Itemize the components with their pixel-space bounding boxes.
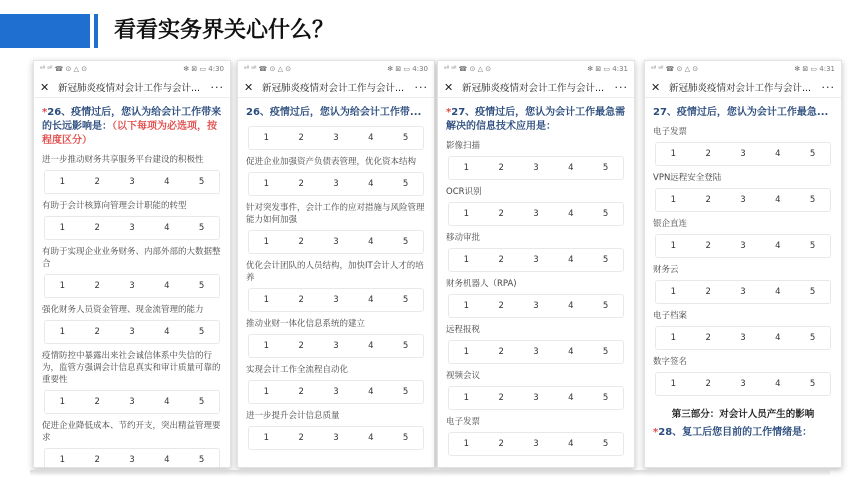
rating-option[interactable]: 1: [59, 223, 66, 233]
bottom-shadow: [30, 470, 830, 476]
status-time: ✻ ⊠ ▭ 4:31: [794, 65, 835, 73]
rating-option[interactable]: 3: [333, 295, 339, 305]
rating-option[interactable]: 3: [129, 397, 135, 407]
rating-option[interactable]: 3: [129, 281, 135, 291]
rating-option[interactable]: 3: [533, 255, 539, 265]
rating-option[interactable]: 3: [533, 209, 539, 219]
rating-option[interactable]: 4: [164, 455, 170, 465]
phone-screenshot-3: [437, 60, 635, 468]
rating-option[interactable]: 4: [164, 223, 170, 233]
rating-scale[interactable]: [44, 216, 220, 240]
rating-option[interactable]: 1: [670, 333, 677, 343]
rating-option[interactable]: 2: [498, 301, 504, 311]
rating-option[interactable]: 3: [333, 341, 339, 351]
survey-item-label: 促进企业加强资产负债表管理，优化资本结构: [246, 157, 417, 167]
rating-option[interactable]: 1: [463, 255, 470, 265]
question-27: [446, 106, 626, 134]
rating-option[interactable]: 1: [263, 179, 270, 189]
rating-option[interactable]: 4: [775, 287, 781, 297]
rating-scale[interactable]: [44, 320, 220, 344]
rating-option[interactable]: 1: [263, 433, 270, 443]
rating-option[interactable]: 4: [368, 295, 374, 305]
required-marker: *: [42, 107, 48, 118]
rating-option[interactable]: 4: [775, 333, 781, 343]
close-icon[interactable]: ✕: [40, 80, 50, 94]
rating-option[interactable]: 5: [198, 455, 205, 465]
rating-option[interactable]: 5: [602, 209, 609, 219]
rating-option[interactable]: 5: [602, 393, 609, 403]
rating-option[interactable]: 1: [263, 133, 270, 143]
survey-item-label: 优化会计团队的人员结构，加快IT会计人才的培养: [246, 261, 424, 283]
rating-option[interactable]: 1: [463, 301, 470, 311]
rating-scale[interactable]: [248, 334, 424, 358]
rating-option[interactable]: 4: [368, 237, 374, 247]
rating-option[interactable]: 4: [368, 179, 374, 189]
rating-scale[interactable]: [248, 230, 424, 254]
rating-option[interactable]: 4: [368, 387, 374, 397]
rating-option[interactable]: 4: [164, 281, 170, 291]
close-icon[interactable]: ✕: [651, 80, 661, 94]
signal-icons: ᵃˡˡ ᵃˡˡ ☎ ⊙ △ ⊙: [651, 65, 699, 73]
rating-option[interactable]: 2: [298, 179, 304, 189]
status-time: ✻ ⊠ ▭ 4:31: [587, 65, 628, 73]
rating-option[interactable]: 2: [498, 209, 504, 219]
rating-option[interactable]: 2: [94, 177, 100, 187]
rating-scale[interactable]: [44, 274, 220, 298]
rating-scale[interactable]: [248, 288, 424, 312]
rating-scale[interactable]: [655, 142, 831, 166]
rating-option[interactable]: 4: [164, 327, 170, 337]
rating-scale[interactable]: [44, 170, 220, 194]
rating-option[interactable]: 2: [298, 387, 304, 397]
rating-option[interactable]: 2: [705, 333, 711, 343]
survey-item-label: 进一步提升会计信息质量: [246, 411, 340, 421]
survey-item-label: 有助于会计核算向管理会计职能的转型: [42, 201, 187, 211]
rating-option[interactable]: 5: [602, 347, 609, 357]
rating-option[interactable]: 4: [568, 347, 574, 357]
rating-option[interactable]: 5: [809, 287, 816, 297]
rating-option[interactable]: 4: [568, 393, 574, 403]
survey-content: [238, 98, 434, 458]
phone-screenshot-4: [644, 60, 842, 468]
rating-option[interactable]: 3: [129, 223, 135, 233]
rating-option[interactable]: 2: [705, 287, 711, 297]
rating-option[interactable]: 2: [705, 241, 711, 251]
rating-option[interactable]: 1: [263, 237, 270, 247]
rating-scale[interactable]: [248, 172, 424, 196]
required-marker: *: [446, 107, 452, 118]
survey-item-label: 推动业财一体化信息系统的建立: [246, 319, 366, 329]
survey-content: [438, 98, 634, 464]
rating-option[interactable]: 1: [59, 281, 66, 291]
rating-option[interactable]: 1: [59, 327, 66, 337]
title-accent-block: [0, 14, 90, 48]
rating-option[interactable]: 1: [670, 241, 677, 251]
title-accent-line: [94, 14, 98, 48]
status-bar: [645, 61, 841, 77]
rating-option[interactable]: 1: [670, 287, 677, 297]
rating-option[interactable]: 5: [198, 327, 205, 337]
rating-option[interactable]: 5: [602, 255, 609, 265]
survey-item-label: OCR识别: [446, 187, 482, 197]
question-28: [653, 426, 833, 440]
rating-option[interactable]: 3: [129, 177, 135, 187]
rating-option[interactable]: 1: [670, 149, 677, 159]
section-heading: 第三部分：对会计人员产生的影响: [671, 409, 815, 420]
rating-option[interactable]: 4: [164, 177, 170, 187]
rating-option[interactable]: 1: [59, 397, 66, 407]
rating-option[interactable]: 1: [59, 455, 66, 465]
rating-option[interactable]: 1: [263, 387, 270, 397]
rating-scale[interactable]: [448, 432, 624, 456]
rating-option[interactable]: 2: [298, 341, 304, 351]
rating-option[interactable]: 4: [568, 301, 574, 311]
rating-scale[interactable]: [448, 294, 624, 318]
signal-icons: ᵃˡˡ ᵃˡˡ ☎ ⊙ △ ⊙: [40, 65, 88, 73]
rating-option[interactable]: 4: [775, 241, 781, 251]
rating-scale[interactable]: [248, 380, 424, 404]
rating-scale[interactable]: [448, 386, 624, 410]
rating-option[interactable]: 2: [94, 327, 100, 337]
rating-option[interactable]: 4: [568, 255, 574, 265]
rating-option[interactable]: 5: [602, 301, 609, 311]
rating-option[interactable]: 5: [402, 341, 409, 351]
more-icon[interactable]: ···: [414, 80, 428, 94]
rating-option[interactable]: 1: [59, 177, 66, 187]
rating-option[interactable]: 4: [368, 433, 374, 443]
nav-bar: [645, 77, 841, 98]
rating-option[interactable]: 3: [533, 163, 539, 173]
rating-option[interactable]: 5: [198, 397, 205, 407]
signal-icons: ᵃˡˡ ᵃˡˡ ☎ ⊙ △ ⊙: [444, 65, 492, 73]
nav-bar: [34, 77, 230, 98]
nav-title: 新冠肺炎疫情对会计工作与会计...: [669, 83, 812, 94]
rating-option[interactable]: 2: [94, 397, 100, 407]
rating-option[interactable]: 5: [402, 237, 409, 247]
rating-option[interactable]: 2: [298, 133, 304, 143]
rating-scale[interactable]: [44, 448, 220, 468]
rating-option[interactable]: 2: [705, 195, 711, 205]
question-text: 28、复工后您目前的工作情绪是：: [658, 427, 813, 438]
rating-option[interactable]: 5: [809, 241, 816, 251]
rating-option[interactable]: 5: [602, 439, 609, 449]
rating-option[interactable]: 3: [533, 439, 539, 449]
survey-item-label: 电子档案: [653, 311, 688, 321]
survey-item-label: 远程报税: [446, 325, 481, 335]
rating-option[interactable]: 4: [568, 163, 574, 173]
rating-option[interactable]: 4: [164, 397, 170, 407]
rating-option[interactable]: 3: [333, 133, 339, 143]
survey-content: [34, 98, 230, 468]
question-26: [42, 106, 222, 148]
rating-option[interactable]: 5: [198, 281, 205, 291]
survey-item-label: 影像扫描: [446, 141, 481, 151]
survey-item-label: 财务云: [653, 265, 679, 275]
status-bar: [34, 61, 230, 77]
rating-option[interactable]: 1: [670, 195, 677, 205]
rating-option[interactable]: 3: [740, 149, 746, 159]
status-time: ✻ ⊠ ▭ 4:30: [387, 65, 428, 73]
rating-option[interactable]: 5: [809, 149, 816, 159]
rating-option[interactable]: 2: [498, 255, 504, 265]
rating-option[interactable]: 3: [740, 379, 746, 389]
rating-scale[interactable]: [655, 326, 831, 350]
rating-option[interactable]: 2: [298, 295, 304, 305]
survey-item-label: 银企直连: [653, 219, 688, 229]
rating-option[interactable]: 3: [129, 327, 135, 337]
rating-option[interactable]: 1: [463, 439, 470, 449]
survey-content: [645, 98, 841, 450]
phone-screenshot-1: [33, 60, 231, 468]
rating-scale[interactable]: [655, 372, 831, 396]
rating-option[interactable]: 4: [568, 209, 574, 219]
close-icon[interactable]: ✕: [244, 80, 254, 94]
rating-option[interactable]: 3: [333, 237, 339, 247]
rating-option[interactable]: 4: [775, 149, 781, 159]
close-icon[interactable]: ✕: [444, 80, 454, 94]
rating-scale[interactable]: [655, 188, 831, 212]
rating-option[interactable]: 2: [94, 223, 100, 233]
rating-scale[interactable]: [448, 156, 624, 180]
nav-title: 新冠肺炎疫情对会计工作与会计...: [262, 83, 405, 94]
rating-scale[interactable]: [655, 234, 831, 258]
survey-item-label: 促进企业降低成本、节约开支，突出精益管理要求: [42, 421, 221, 443]
rating-option[interactable]: 4: [568, 439, 574, 449]
rating-option[interactable]: 3: [740, 333, 746, 343]
survey-item-label: 进一步推动财务共享服务平台建设的积极性: [42, 155, 204, 165]
rating-option[interactable]: 5: [402, 387, 409, 397]
rating-option[interactable]: 1: [263, 295, 270, 305]
nav-title: 新冠肺炎疫情对会计工作与会计...: [58, 83, 201, 94]
more-icon[interactable]: ···: [614, 80, 628, 94]
rating-option[interactable]: 3: [740, 241, 746, 251]
survey-item-label: 财务机器人（RPA): [446, 279, 517, 289]
survey-item-label: 电子发票: [446, 417, 481, 427]
nav-title: 新冠肺炎疫情对会计工作与会计...: [462, 83, 605, 94]
rating-option[interactable]: 3: [129, 455, 135, 465]
rating-option[interactable]: 4: [775, 379, 781, 389]
rating-option[interactable]: 4: [368, 341, 374, 351]
status-bar: [238, 61, 434, 77]
rating-option[interactable]: 5: [402, 133, 409, 143]
rating-scale[interactable]: [248, 426, 424, 450]
survey-item-label: 实现会计工作全流程自动化: [246, 365, 349, 375]
rating-option[interactable]: 5: [402, 295, 409, 305]
question-27-header: 27、疫情过后，您认为会计工作最急...: [653, 107, 829, 118]
rating-option[interactable]: 2: [94, 455, 100, 465]
rating-option[interactable]: 1: [263, 341, 270, 351]
rating-scale[interactable]: [448, 248, 624, 272]
survey-item-label: 强化财务人员资金管理、现金流管理的能力: [42, 305, 204, 315]
survey-item-label: 数字签名: [653, 357, 688, 367]
rating-option[interactable]: 2: [298, 237, 304, 247]
rating-scale[interactable]: [44, 390, 220, 414]
rating-option[interactable]: 2: [498, 163, 504, 173]
slide-title: 看看实务界关心什么？: [114, 18, 335, 43]
rating-scale[interactable]: [655, 280, 831, 304]
rating-option[interactable]: 2: [298, 433, 304, 443]
rating-option[interactable]: 3: [333, 433, 339, 443]
rating-option[interactable]: 1: [463, 209, 470, 219]
rating-option[interactable]: 3: [333, 179, 339, 189]
rating-option[interactable]: 3: [333, 387, 339, 397]
signal-icons: ᵃˡˡ ᵃˡˡ ☎ ⊙ △ ⊙: [244, 65, 292, 73]
survey-item-label: 有助于实现企业业务财务、内部外部的大数据整合: [42, 247, 221, 269]
rating-option[interactable]: 3: [533, 347, 539, 357]
status-time: ✻ ⊠ ▭ 4:30: [183, 65, 224, 73]
rating-option[interactable]: 3: [740, 195, 746, 205]
survey-item-label: 移动审批: [446, 233, 481, 243]
rating-option[interactable]: 1: [463, 163, 470, 173]
rating-option[interactable]: 5: [402, 179, 409, 189]
rating-option[interactable]: 4: [775, 195, 781, 205]
question-text: 27、疫情过后，您认为会计工作最急需解决的信息技术应用是：: [446, 107, 626, 132]
rating-option[interactable]: 2: [705, 149, 711, 159]
rating-option[interactable]: 5: [602, 163, 609, 173]
survey-item-label: 视频会议: [446, 371, 481, 381]
required-marker: *: [653, 427, 659, 438]
rating-scale[interactable]: [448, 340, 624, 364]
rating-option[interactable]: 2: [498, 347, 504, 357]
question-note: （以下每项为必选项，按程度区分）: [42, 121, 217, 146]
more-icon[interactable]: ···: [210, 80, 224, 94]
rating-option[interactable]: 3: [533, 393, 539, 403]
nav-bar: [438, 77, 634, 98]
survey-item-label: 针对突发事件，会计工作的应对措施与风险管理能力如何加强: [246, 203, 425, 225]
survey-item-label: 电子发票: [653, 127, 688, 137]
rating-option[interactable]: 2: [705, 379, 711, 389]
rating-option[interactable]: 5: [402, 433, 409, 443]
rating-option[interactable]: 5: [809, 333, 816, 343]
rating-scale[interactable]: [448, 202, 624, 226]
rating-option[interactable]: 5: [809, 379, 816, 389]
nav-bar: [238, 77, 434, 98]
rating-option[interactable]: 2: [94, 281, 100, 291]
more-icon[interactable]: ···: [821, 80, 835, 94]
rating-option[interactable]: 5: [198, 223, 205, 233]
rating-option[interactable]: 4: [368, 133, 374, 143]
phone-screenshot-2: [237, 60, 435, 468]
rating-option[interactable]: 1: [463, 393, 470, 403]
rating-option[interactable]: 3: [533, 301, 539, 311]
rating-option[interactable]: 2: [498, 439, 504, 449]
question-text: 26、疫情过后，您认为给会计工作带来的长远影响是：: [42, 107, 222, 132]
survey-item-label: 疫情防控中暴露出来社会诚信体系中失信的行为，监管方强调会计信息真实和审计质量可靠的重要性: [42, 351, 221, 385]
status-bar: [438, 61, 634, 77]
rating-option[interactable]: 5: [809, 195, 816, 205]
rating-scale[interactable]: [248, 126, 424, 150]
rating-option[interactable]: 5: [198, 177, 205, 187]
question-26-header: 26、疫情过后，您认为给会计工作带...: [246, 107, 422, 118]
survey-item-label: VPN远程安全登陆: [653, 173, 722, 183]
rating-option[interactable]: 1: [463, 347, 470, 357]
rating-option[interactable]: 1: [670, 379, 677, 389]
rating-option[interactable]: 2: [498, 393, 504, 403]
rating-option[interactable]: 3: [740, 287, 746, 297]
